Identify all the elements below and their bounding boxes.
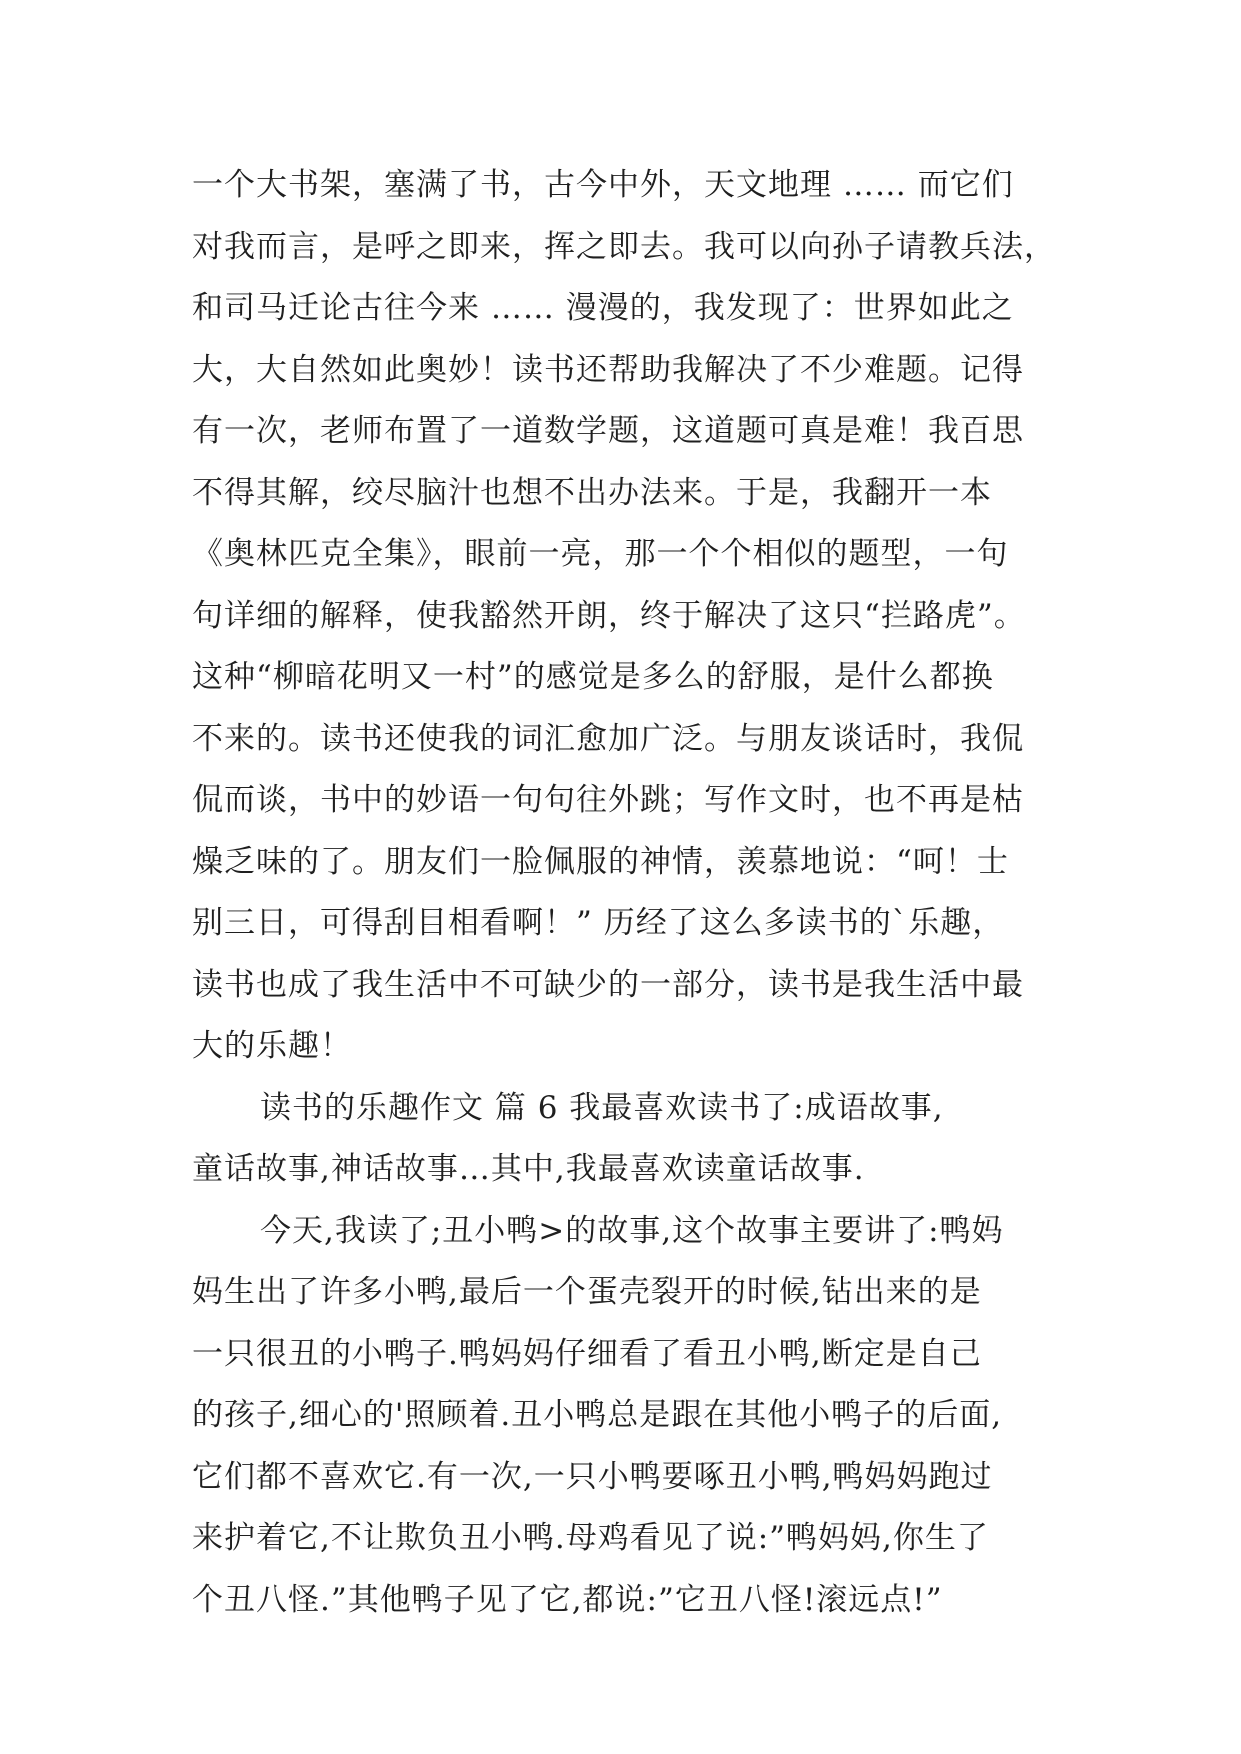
text-line: 大的乐趣！	[192, 1028, 352, 1064]
text-line: 它们都不喜欢它.有一次,一只小鸭要啄丑小鸭,鸭妈妈跑过	[192, 1458, 993, 1495]
text-line: 不来的。读书还使我的词汇愈加广泛。与朋友谈话时，我侃	[192, 720, 1024, 757]
text-line: 来护着它,不让欺负丑小鸭.母鸡看见了说:”鸭妈妈,你生了	[192, 1520, 989, 1556]
text-line: 燥乏味的了。朋友们一脸佩服的神情，羡慕地说：“呵！士	[192, 843, 1009, 880]
text-line: 童话故事,神话故事…其中,我最喜欢读童话故事.	[192, 1151, 865, 1187]
text-line: 和司马迁论古往今来 …… 漫漫的，我发现了：世界如此之	[192, 290, 1014, 326]
text-line: 妈生出了许多小鸭,最后一个蛋壳裂开的时候,钻出来的是	[192, 1274, 982, 1310]
text-line: 侃而谈，书中的妙语一句句往外跳；写作文时，也不再是枯	[192, 782, 1024, 818]
text-line: 句详细的解释，使我豁然开朗，终于解决了这只“拦路虎”。	[192, 597, 1026, 634]
text-line: 一个大书架，塞满了书，古今中外，天文地理 …… 而它们	[192, 167, 1014, 203]
text-line: 有一次，老师布置了一道数学题，这道题可真是难！我百思	[192, 413, 1024, 449]
text-line: 读书也成了我生活中不可缺少的一部分，读书是我生活中最	[192, 966, 1024, 1003]
body-text	[192, 155, 1092, 1631]
text-line: 《奥林匹克全集》，眼前一亮，那一个个相似的题型，一句	[192, 536, 1009, 572]
section-heading-line: 读书的乐趣作文 篇 6 我最喜欢读书了:成语故事,	[260, 1089, 944, 1126]
text-line: 不得其解，绞尽脑汁也想不出办法来。于是，我翻开一本	[192, 474, 992, 511]
text-line: 别三日，可得刮目相看啊！” 历经了这么多读书的`乐趣，	[192, 905, 1005, 941]
text-line: 个丑八怪.”其他鸭子见了它,都说:”它丑八怪!滚远点!”	[192, 1581, 943, 1618]
text-line: 一只很丑的小鸭子.鸭妈妈仔细看了看丑小鸭,断定是自己	[192, 1335, 982, 1372]
text-line: 这种“柳暗花明又一村”的感觉是多么的舒服，是什么都换	[192, 659, 994, 695]
text-line: 大，大自然如此奥妙！读书还帮助我解决了不少难题。记得	[192, 351, 1024, 388]
paragraph-start-line: 今天,我读了;丑小鸭>的故事,这个故事主要讲了:鸭妈	[260, 1212, 1004, 1249]
text-line: 的孩子,细心的'照顾着.丑小鸭总是跟在其他小鸭子的后面,	[192, 1397, 1003, 1433]
text-line: 对我而言，是呼之即来，挥之即去。我可以向孙子请教兵法，	[192, 228, 1056, 265]
